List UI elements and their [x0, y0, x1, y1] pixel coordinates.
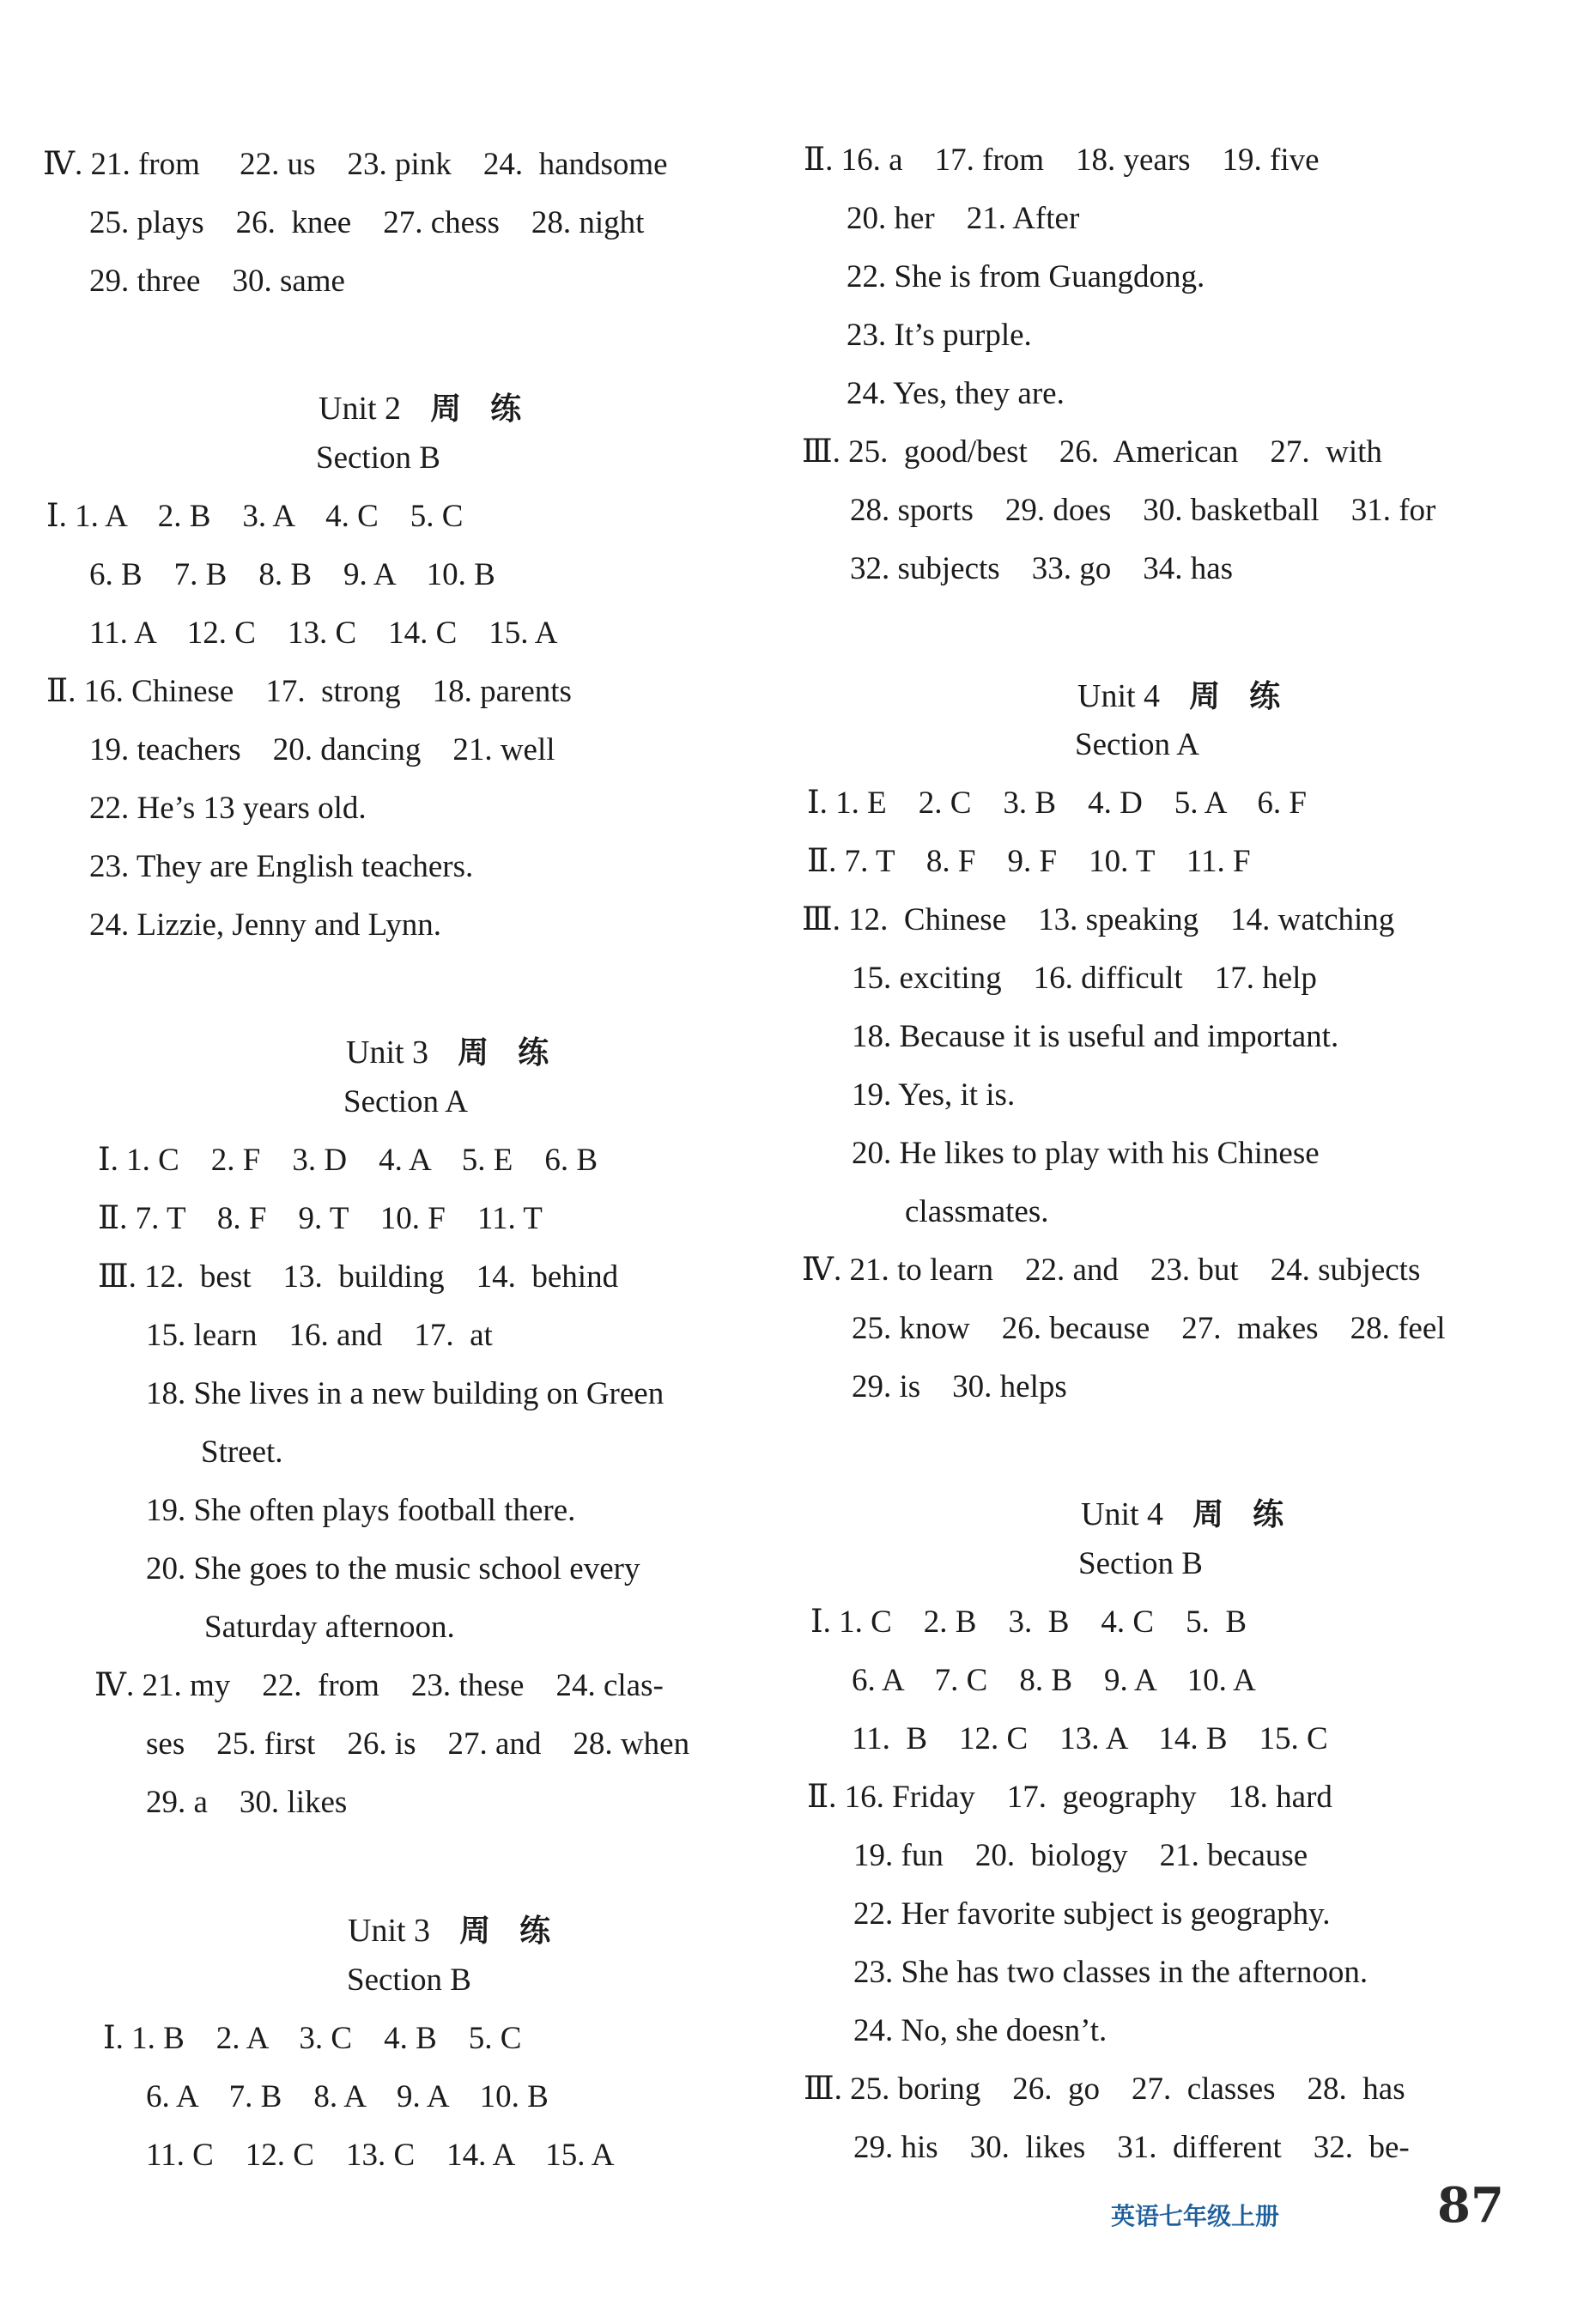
- unit-label: Unit 4: [1081, 1496, 1164, 1532]
- answer-line: 32. subjects 33. go 34. has: [850, 551, 1234, 586]
- answer-line: Ⅱ. 16. Friday 17. geography 18. hard: [807, 1780, 1332, 1815]
- answer-line: 18. Because it is useful and important.: [852, 1019, 1339, 1054]
- answer-line: 6. A 7. B 8. A 9. A 10. B: [146, 2079, 549, 2114]
- answer-line: Ⅱ. 7. T 8. F 9. T 10. F 11. T: [98, 1201, 543, 1236]
- answer-line: Ⅳ. 21. my 22. from 23. these 24. clas-: [94, 1668, 664, 1703]
- answer-line: 20. her 21. After: [847, 201, 1080, 236]
- heading-char: 周: [458, 1035, 489, 1071]
- answer-line: Ⅳ. 21. to learn 22. and 23. but 24. subjects: [802, 1253, 1421, 1288]
- answer-line: 24. Lizzie, Jenny and Lynn.: [89, 907, 441, 943]
- answer-line: Ⅰ. 1. C 2. F 3. D 4. A 5. E 6. B: [98, 1143, 598, 1178]
- heading-char: 练: [490, 391, 522, 427]
- heading-char: 周: [430, 391, 462, 427]
- book-title-footer: 英语七年级上册: [1111, 2202, 1280, 2230]
- answer-line: 23. She has two classes in the afternoon.: [853, 1955, 1368, 1990]
- answer-line: 24. Yes, they are.: [847, 376, 1065, 411]
- answer-line: 29. his 30. likes 31. different 32. be-: [853, 2130, 1410, 2165]
- answer-line: 19. teachers 20. dancing 21. well: [89, 732, 555, 767]
- answer-line: Ⅳ. 21. from 22. us 23. pink 24. handsome: [43, 147, 668, 182]
- answer-line: 11. C 12. C 13. C 14. A 15. A: [146, 2138, 615, 2173]
- answer-line: 25. plays 26. knee 27. chess 28. night: [89, 205, 645, 240]
- answer-line: 20. She goes to the music school every: [146, 1551, 640, 1586]
- answer-line: Ⅱ. 16. Chinese 17. strong 18. parents: [46, 674, 572, 709]
- answer-line: 6. B 7. B 8. B 9. A 10. B: [89, 557, 495, 592]
- answer-line: 22. Her favorite subject is geography.: [853, 1896, 1331, 1932]
- answer-line: Street.: [201, 1435, 283, 1470]
- heading-char: 周: [459, 1914, 491, 1949]
- section-heading: Section B: [347, 1962, 471, 1998]
- answer-line: classmates.: [905, 1194, 1049, 1229]
- heading-char: 练: [1253, 1497, 1284, 1532]
- answer-line: Ⅰ. 1. C 2. B 3. B 4. C 5. B: [810, 1604, 1247, 1640]
- unit-label: Unit 3: [348, 1913, 431, 1949]
- answer-line: 6. A 7. C 8. B 9. A 10. A: [852, 1663, 1256, 1698]
- answer-line: 11. B 12. C 13. A 14. B 15. C: [852, 1721, 1328, 1756]
- section-heading: Section B: [1078, 1546, 1203, 1581]
- page-number: 87: [1437, 2177, 1504, 2234]
- heading-char: 练: [519, 1914, 551, 1949]
- answer-line: Ⅲ. 25. good/best 26. American 27. with: [802, 434, 1382, 470]
- answer-line: ses 25. first 26. is 27. and 28. when: [146, 1726, 690, 1762]
- answer-line: Ⅲ. 12. best 13. building 14. behind: [98, 1259, 619, 1295]
- answer-line: Ⅱ. 7. T 8. F 9. F 10. T 11. F: [807, 844, 1251, 879]
- answer-line: 19. Yes, it is.: [852, 1077, 1016, 1113]
- section-heading: Section B: [316, 440, 440, 476]
- answer-line: Ⅰ. 1. E 2. C 3. B 4. D 5. A 6. F: [807, 786, 1308, 821]
- answer-line: Ⅰ. 1. B 2. A 3. C 4. B 5. C: [103, 2021, 522, 2056]
- answer-line: 29. is 30. helps: [852, 1369, 1067, 1404]
- answer-line: 28. sports 29. does 30. basketball 31. for: [850, 493, 1436, 528]
- section-heading: Section A: [1075, 727, 1199, 762]
- answer-line: 15. learn 16. and 17. at: [146, 1318, 493, 1353]
- answer-line: 24. No, she doesn’t.: [853, 2013, 1107, 2048]
- answer-line: Ⅲ. 12. Chinese 13. speaking 14. watching: [802, 902, 1395, 937]
- answer-line: 15. exciting 16. difficult 17. help: [852, 961, 1317, 996]
- heading-char: 练: [518, 1035, 549, 1071]
- unit-label: Unit 4: [1077, 678, 1161, 714]
- answer-line: 29. a 30. likes: [146, 1785, 348, 1820]
- answer-line: Saturday afternoon.: [204, 1610, 455, 1645]
- answer-line: 18. She lives in a new building on Green: [146, 1376, 664, 1411]
- answer-line: 23. They are English teachers.: [89, 849, 474, 884]
- answer-line: 29. three 30. same: [89, 264, 345, 299]
- answer-line: Ⅱ. 16. a 17. from 18. years 19. five: [804, 143, 1320, 178]
- answer-line: 19. She often plays football there.: [146, 1493, 576, 1528]
- answer-line: 22. She is from Guangdong.: [847, 259, 1205, 294]
- answer-line: 23. It’s purple.: [847, 318, 1032, 353]
- answer-line: 11. A 12. C 13. C 14. C 15. A: [89, 616, 558, 651]
- heading-char: 周: [1189, 679, 1221, 714]
- answer-line: 19. fun 20. biology 21. because: [853, 1838, 1308, 1873]
- answer-line: 22. He’s 13 years old.: [89, 791, 367, 826]
- unit-label: Unit 3: [346, 1034, 429, 1071]
- heading-char: 练: [1249, 679, 1281, 714]
- answer-line: 20. He likes to play with his Chinese: [852, 1136, 1320, 1171]
- answer-line: Ⅲ. 25. boring 26. go 27. classes 28. has: [804, 2072, 1405, 2107]
- answer-line: Ⅰ. 1. A 2. B 3. A 4. C 5. C: [46, 499, 464, 534]
- heading-char: 周: [1192, 1497, 1224, 1532]
- answer-line: 25. know 26. because 27. makes 28. feel: [852, 1311, 1446, 1346]
- unit-label: Unit 2: [319, 391, 402, 427]
- section-heading: Section A: [343, 1084, 468, 1119]
